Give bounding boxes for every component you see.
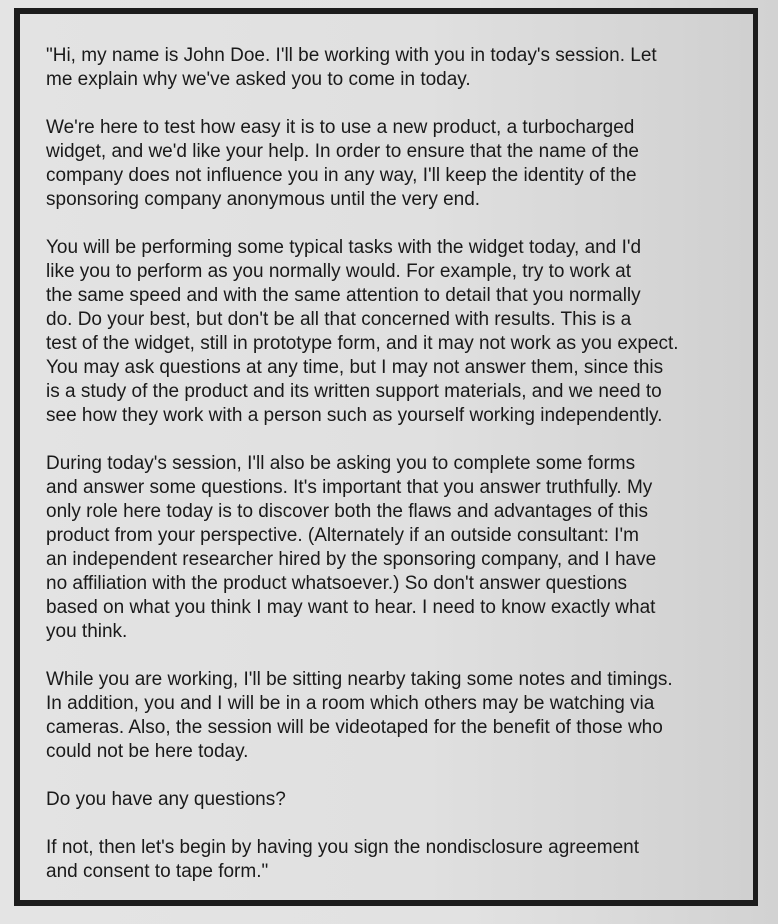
script-box <box>14 8 758 906</box>
paragraph-observation: While you are working, I'll be sitting nearby taking some notes and timings. In addition, you and I will be in a room which others may be watching via cameras. Also, the session will be videotaped for the benefit of those who could not be here today. <box>46 669 673 762</box>
paragraph-questions: Do you have any questions? <box>46 789 286 810</box>
paragraph-introduction: "Hi, my name is John Doe. I'll be working with you in today's session. Let me explain why we've asked you to come in today. <box>46 45 657 90</box>
paragraph-forms: During today's session, I'll also be asking you to complete some forms and answer some questions. It's important that you answer truthfully. My only role here today is to discover both the flaws and advantages of this product from your perspective. (Alternately if an outside consultant: I'm an independent researcher hired by the sponsoring company, and I have no affiliation with the product whatsoever.) So don't answer questions based on what you think I may want to hear. I need to know exactly what you think. <box>46 453 657 642</box>
paragraph-closing: If not, then let's begin by having you sign the nondisclosure agreement and consent to tape form." <box>46 837 640 882</box>
paragraph-purpose: We're here to test how easy it is to use a new product, a turbocharged widget, and we'd like your help. In order to ensure that the name of the company does not influence you in any way, I'll keep the identity of the sponsoring company anonymous until the very end. <box>46 117 639 210</box>
script-text <box>46 44 766 884</box>
paragraph-tasks: You will be performing some typical tasks with the widget today, and I'd like you to perform as you normally would. For example, try to work at the same speed and with the same attention to detail that you normally do. Do your best, but don't be all that concerned with results. This is a test of the widget, still in prototype form, and it may not work as you expect. You may ask questions at any time, but I may not answer them, since this is a study of the product and its written support materials, and we need to see how they work with a person such as yourself working independently. <box>46 237 679 426</box>
